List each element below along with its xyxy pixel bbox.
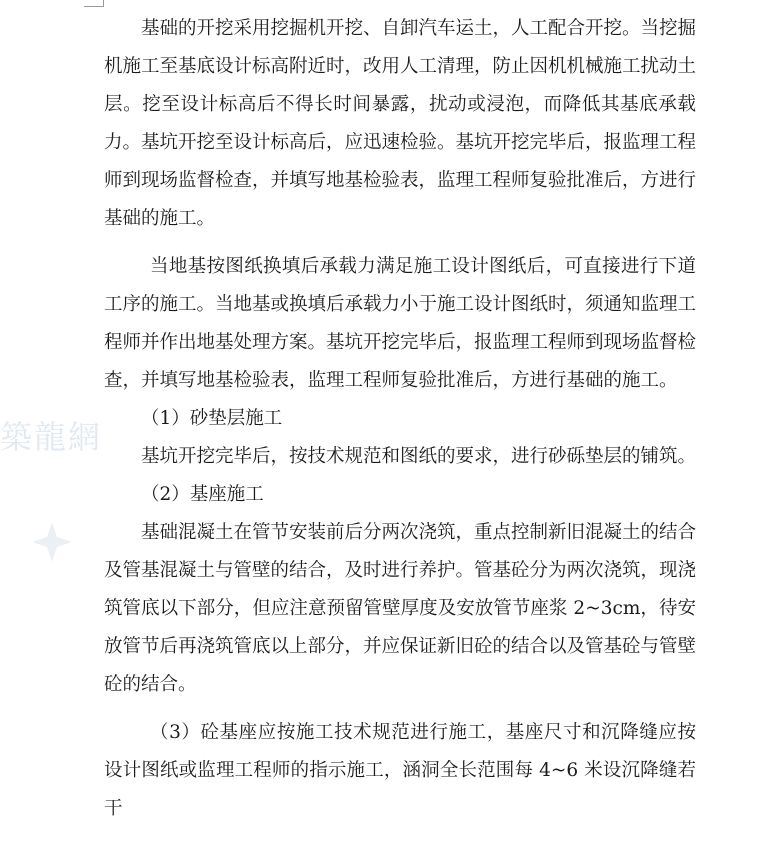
watermark-logo-icon <box>30 520 74 564</box>
paragraph-foundation-bearing: 当地基按图纸换填后承载力满足施工设计图纸后，可直接进行下道工序的施工。当地基或换填后承载力小于施工设计图纸时，须通知监理工程师并作出地基处理方案。基坑开挖完毕后，报监理工程师到现场监督检查，并填写地基检验表，监理工程师复验批准后，方进行基础的施工。 <box>104 256 697 391</box>
page-corner-mark-vertical <box>103 0 104 7</box>
paragraph-base-concrete: 基础混凝土在管节安装前后分两次浇筑，重点控制新旧混凝土的结合及管基混凝土与管壁的结合，及时进行养护。管基砼分为两次浇筑，现浇筑管底以下部分，但应注意预留管壁厚度及安放管节座浆 2~3cm，待安放管节后再浇筑管底以上部分，并应保证新旧砼的结合以及管基砼与管壁砼的结合。 <box>104 522 697 695</box>
paragraph-sand-cushion: 基坑开挖完毕后，按技术规范和图纸的要求，进行砂砾垫层的铺筑。 <box>141 446 697 467</box>
paragraph-base-specification: （3）砼基座应按施工技术规范进行施工，基座尺寸和沉降缝应按设计图纸或监理工程师的指示施工，涵洞全长范围每 4~6 米设沉降缝若干 <box>104 722 696 819</box>
paragraph-excavation: 基础的开挖采用挖掘机开挖、自卸汽车运土，人工配合开挖。当挖掘机施工至基底设计标高附近时，改用人工清理，防止因机机械施工扰动土层。挖至设计标高后不得长时间暴露，扰动或浸泡，而降低其基底承载力。基坑开挖至设计标高后，应迅速检验。基坑开挖完毕后，报监理工程师到现场监督检查，并填写地基检验表，监理工程师复验批准后，方进行基础的施工。 <box>104 18 697 229</box>
document-page <box>104 10 696 828</box>
section-heading-sand-cushion: （1）砂垫层施工 <box>141 408 283 429</box>
section-heading-base: （2）基座施工 <box>141 484 264 505</box>
paragraph-spacing <box>104 704 696 714</box>
watermark: 築龍網 <box>0 418 103 456</box>
page-corner-mark-horizontal <box>84 6 104 7</box>
paragraph-spacing <box>104 238 696 248</box>
